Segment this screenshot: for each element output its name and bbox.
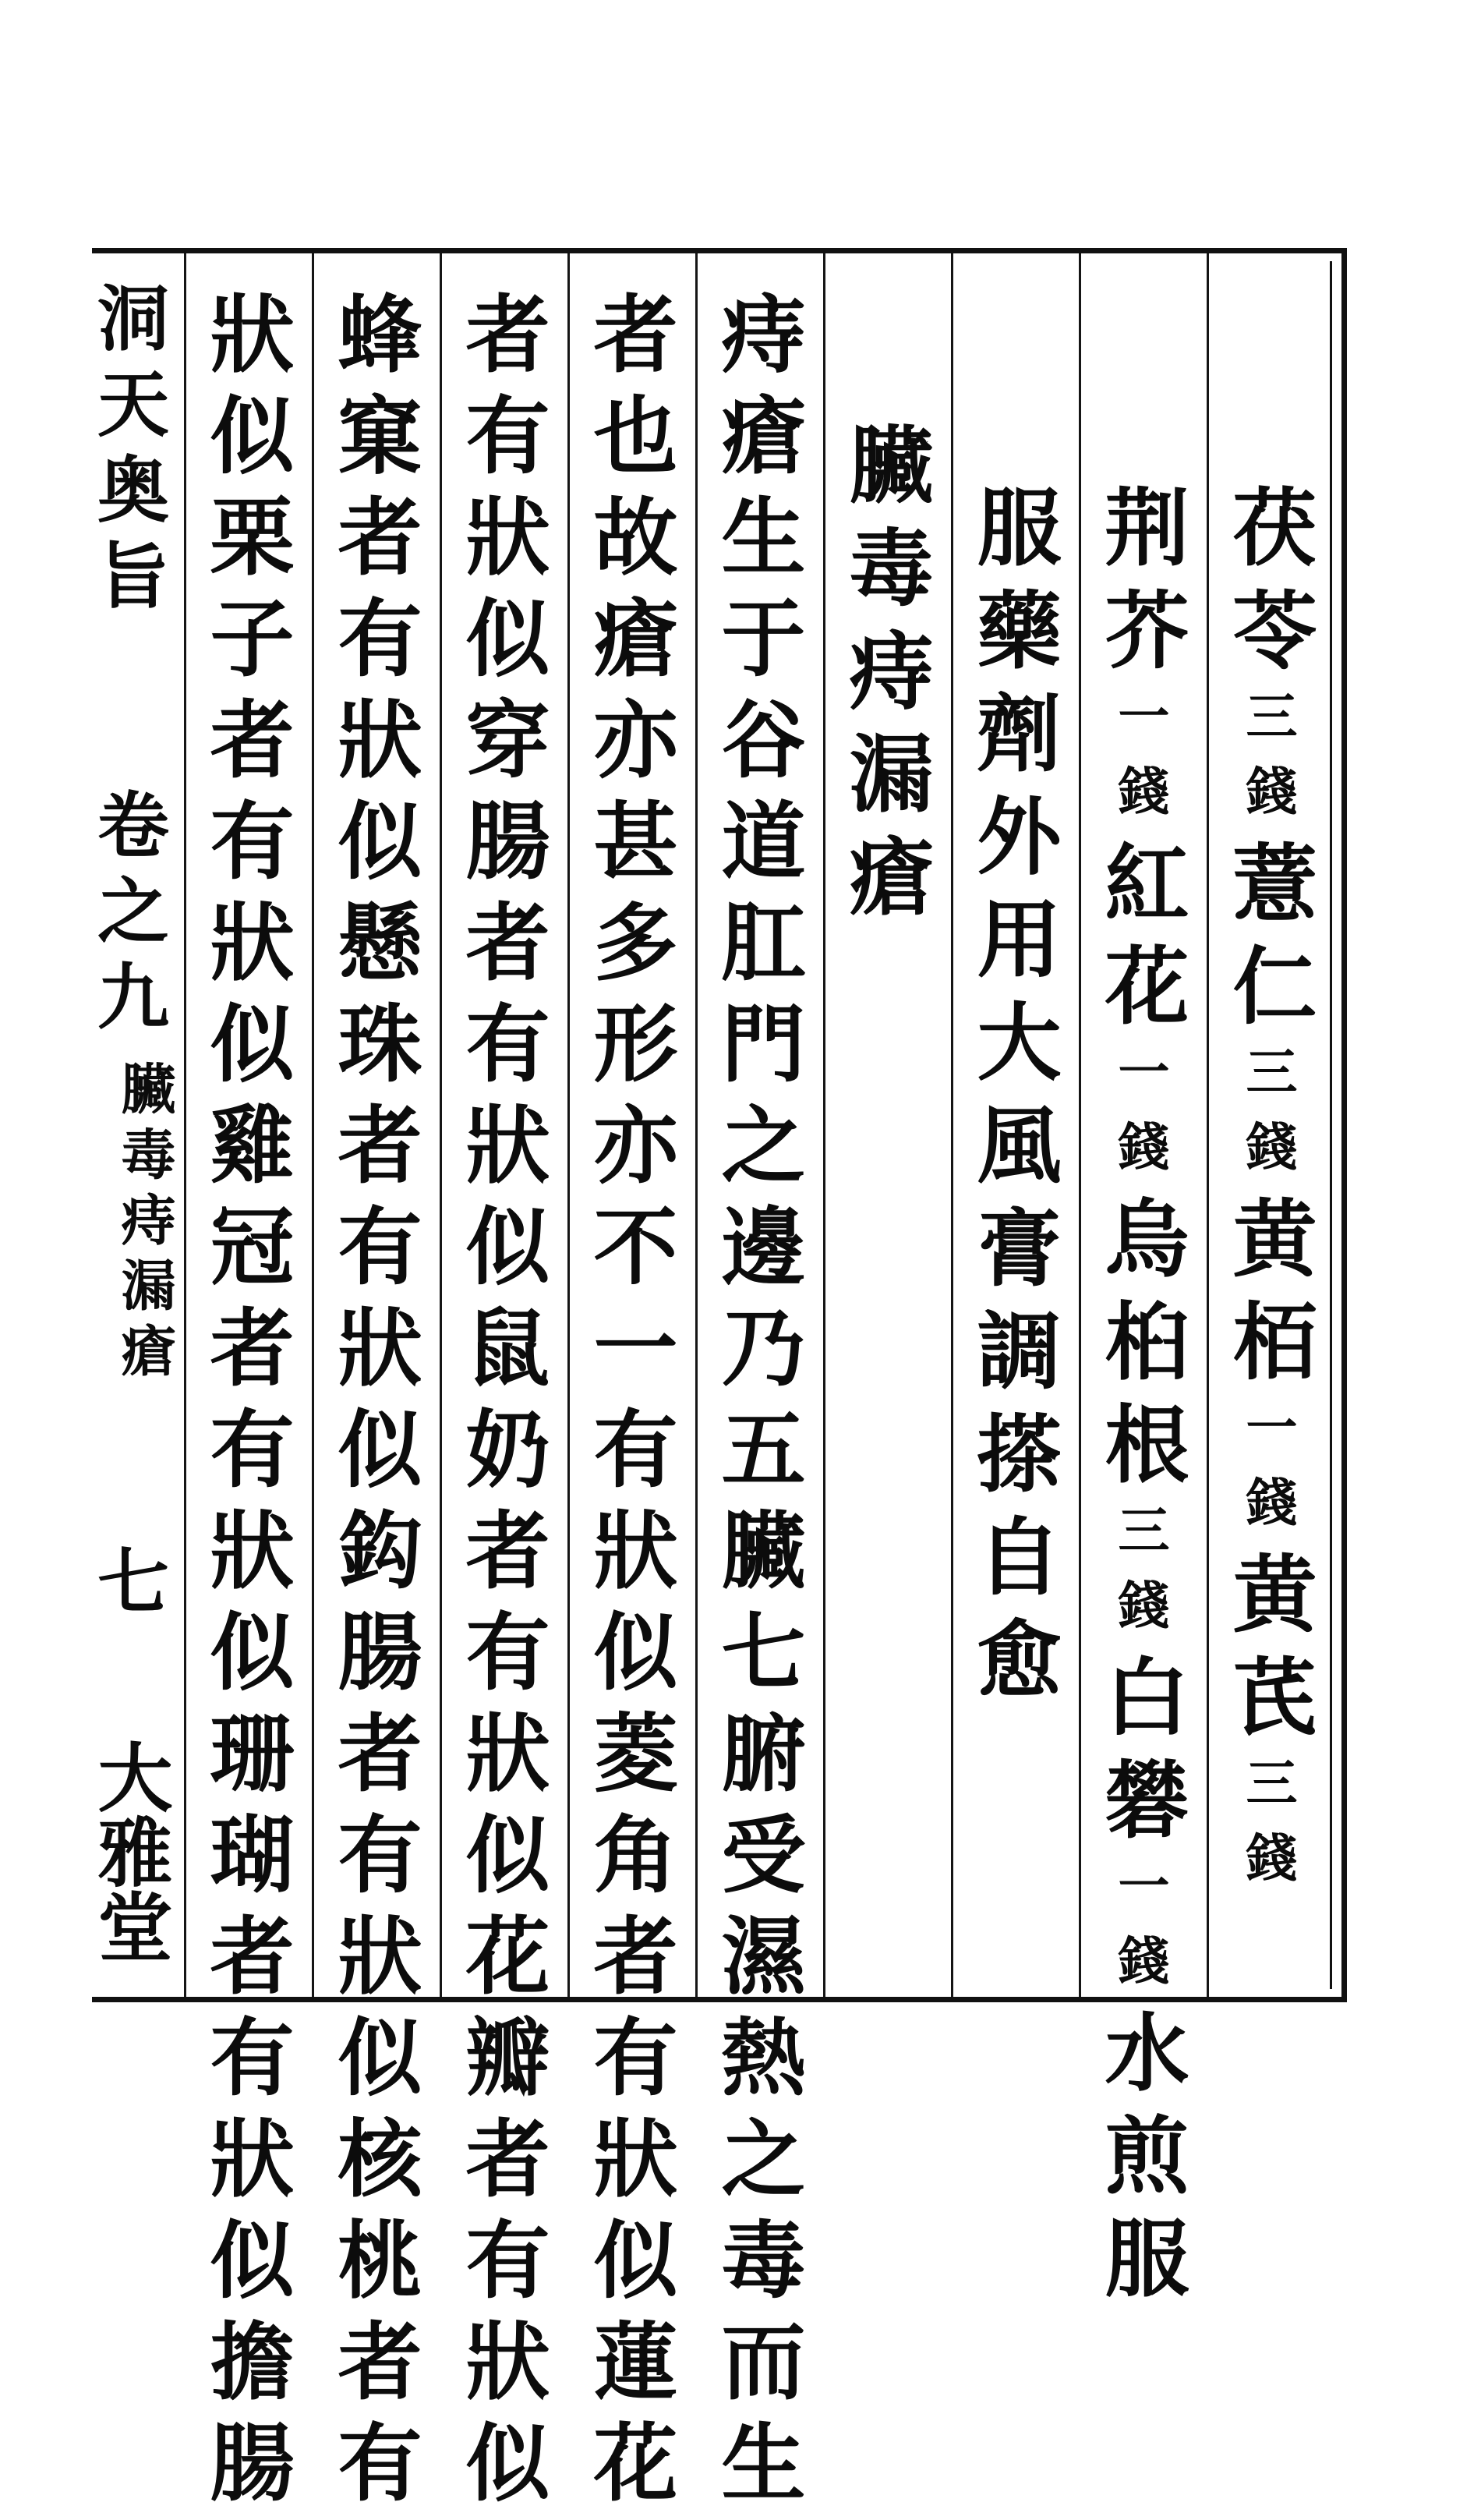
margin-volume: 卷之九 <box>86 788 170 1045</box>
herb-name: 紅花 <box>1090 839 1189 1045</box>
column-rule <box>440 253 442 1997</box>
body-line-2: 者也故瘡亦甚多形亦不一有狀似菱角者有狀似蓮花 <box>579 290 677 2520</box>
herb-name: 茯苓 <box>1218 483 1317 689</box>
instruction-line: 服藥劑外用大風膏調搽自愈 <box>963 483 1061 1718</box>
column-rule <box>184 253 186 1997</box>
dosage-text: 一錢 <box>1109 689 1170 839</box>
dosage-text: 三錢 <box>1109 1503 1170 1653</box>
dosage-text: 一錢 <box>1109 1859 1170 2009</box>
herb-name: 薏仁 <box>1218 839 1317 1045</box>
column-rule <box>567 253 570 1997</box>
column-rule <box>1207 253 1209 1997</box>
section-title: 臟毒痔漏瘡 <box>835 421 933 936</box>
dosage-text: 三錢 <box>1237 689 1298 839</box>
body-line-3: 者有狀似穿腸者有狀似鼠奶者有狀似花瓣者有狀似 <box>451 290 550 2520</box>
recipe-line-1 <box>1218 483 1317 1906</box>
inner-border-line <box>1330 261 1332 1989</box>
dosage-text: 一錢 <box>1237 1400 1298 1550</box>
dosage-text: 三錢 <box>1237 1756 1298 1906</box>
margin-page-number: 七 <box>86 1544 170 1630</box>
body-line-4: 蜂窠者有狀似懸珠者有狀似鈎腸者有狀似核桃者有 <box>323 290 422 2520</box>
herb-name: 烏桕根 <box>1090 1195 1189 1503</box>
column-rule <box>312 253 314 1997</box>
column-rule <box>823 253 825 1997</box>
dosage-text: 三錢 <box>1237 1045 1298 1195</box>
margin-publisher: 大雅堂 <box>86 1739 174 1963</box>
herb-name: 荆芥 <box>1090 483 1189 689</box>
column-rule <box>1079 253 1081 1997</box>
body-line-5: 狀似栗子者有狀似雞冠者有狀似珊瑚者有狀似擔腸 <box>196 290 294 2520</box>
margin-chapter: 臟毒痔漏瘡 <box>112 1060 177 1388</box>
herb-name: 黄栢 <box>1218 1195 1317 1400</box>
dosage-text: 一錢 <box>1109 1045 1170 1195</box>
body-line-1: 痔瘡生于谷道肛門之邊乃五臟七腑受濕熱之毒而生 <box>707 290 805 2520</box>
margin-book-title: 洞天奥旨 <box>86 281 170 624</box>
column-rule <box>951 253 953 1997</box>
herb-name: 白礬 <box>1090 1653 1189 1859</box>
herb-name: 水煎服 <box>1090 2009 1189 2317</box>
herb-name: 黄芪 <box>1218 1550 1317 1756</box>
recipe-line-2 <box>1090 483 1189 2317</box>
column-rule <box>695 253 698 1997</box>
